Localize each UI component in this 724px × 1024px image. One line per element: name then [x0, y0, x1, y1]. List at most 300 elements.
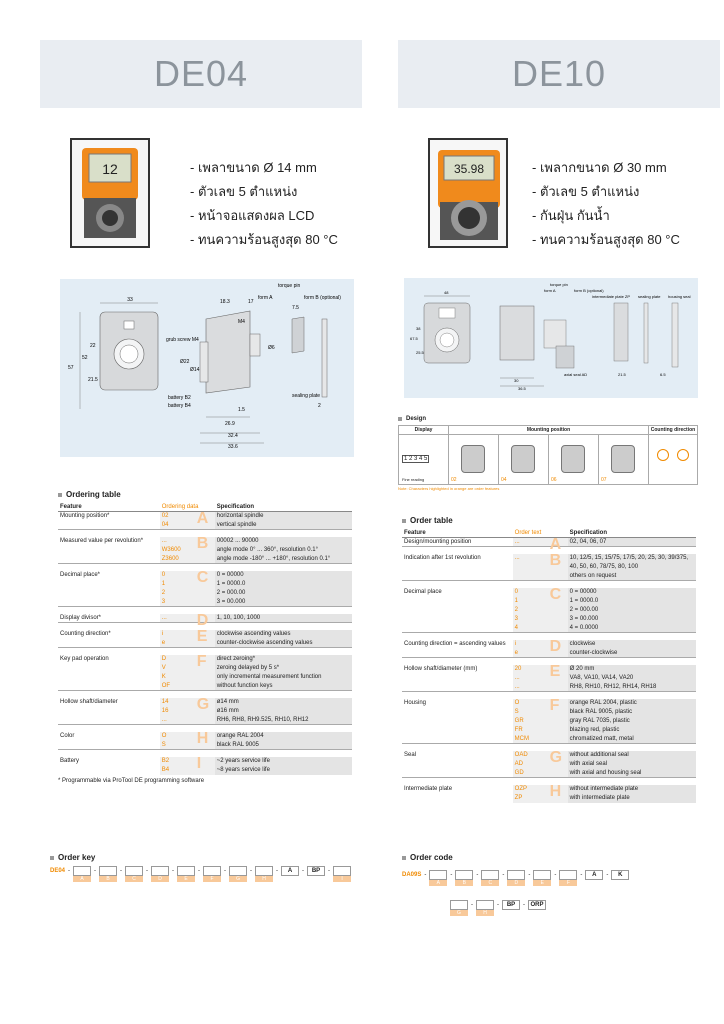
- spec-cell: with intermediate plate: [568, 794, 696, 803]
- section-title-text: Design: [406, 416, 427, 422]
- code-field-letter: D: [151, 876, 169, 882]
- feature-cell: Color: [60, 732, 75, 739]
- ordering-table: [58, 503, 352, 775]
- feature-item: - ตัวเลข 5 ตำแหน่ง: [190, 184, 298, 199]
- bullet-icon: [402, 519, 406, 523]
- group-letter: G: [196, 695, 210, 713]
- feature-cell: Counting direction = ascending values: [404, 640, 506, 647]
- code-field-letter: E: [177, 876, 195, 882]
- feature-cell: [58, 546, 160, 555]
- table-row: [58, 673, 352, 682]
- code-cell: MCM: [513, 735, 568, 744]
- separator-dash: -: [276, 868, 279, 874]
- feature-cell: [402, 597, 513, 606]
- code-cell: ...: [513, 683, 568, 692]
- spec-cell: RH8, RH10, RH12, RH14, RH18: [568, 683, 696, 692]
- bullet-icon: [402, 856, 406, 860]
- code-cell: OAD: [513, 751, 568, 760]
- group-separator: [402, 633, 696, 640]
- code-field: [455, 870, 473, 886]
- section-title: [398, 416, 698, 422]
- group-letter: F: [549, 696, 560, 714]
- feature-cell: [58, 682, 160, 691]
- section-title: [58, 490, 354, 499]
- code-field: [476, 900, 494, 916]
- group-separator: [402, 744, 696, 751]
- feature-cell: Key pad operation: [60, 655, 109, 662]
- drawing-label: grub screw M4: [166, 337, 199, 343]
- spec-cell: orange RAL 2004 H: [215, 732, 352, 741]
- spec-cell: blazing red, plastic: [568, 726, 696, 735]
- spec-cell: 0 = 00000 C: [215, 571, 352, 580]
- mounting-option: [599, 435, 649, 484]
- mounting-code: 04: [501, 477, 507, 483]
- spec-cell: VA8, VA10, VA14, VA20: [568, 674, 696, 683]
- section-title-text: Order table: [410, 516, 453, 525]
- spec-cell: 3 = 00.000: [215, 598, 352, 607]
- order-key-prefix: DE04: [50, 868, 66, 874]
- table-row: [402, 735, 696, 744]
- code-cell: GR: [513, 717, 568, 726]
- code-cell: 0: [160, 571, 215, 580]
- spec-cell: 3 = 00.000: [568, 615, 696, 624]
- spec-cell: zeroing delayed by 5 s*: [215, 664, 352, 673]
- order-section: [402, 516, 698, 803]
- code-cell: FR: [513, 726, 568, 735]
- table-row: [58, 698, 352, 707]
- spec-cell: 1 = 0000.0: [215, 580, 352, 589]
- code-cell: 1: [160, 580, 215, 589]
- table-row: [402, 606, 696, 615]
- spec-cell: horizontal spindle A: [215, 512, 352, 521]
- display-reading: 12: [102, 161, 118, 177]
- feature-cell: [402, 683, 513, 692]
- code-cell: K: [160, 673, 215, 682]
- dim-label: 7.5: [292, 305, 299, 311]
- code-field: [333, 866, 351, 882]
- code-cell: ...: [160, 537, 215, 546]
- spec-cell: counter-clockwise: [568, 649, 696, 658]
- code-field: [99, 866, 117, 882]
- spec-cell: with axial and housing seal: [568, 769, 696, 778]
- code-cell: OZP: [513, 785, 568, 794]
- separator-dash: -: [554, 872, 557, 878]
- feature-cell: Design/mounting position: [404, 539, 472, 545]
- table-row: [58, 630, 352, 639]
- separator-dash: -: [328, 868, 331, 874]
- separator-dash: -: [302, 868, 305, 874]
- code-field: [450, 900, 468, 916]
- feature-cell: [402, 769, 513, 778]
- code-cell: ...: [513, 538, 568, 547]
- separator-dash: -: [68, 868, 71, 874]
- code-field: [125, 866, 143, 882]
- code-field: [151, 866, 169, 882]
- dim-label: 22: [90, 343, 96, 349]
- technical-drawing: [404, 278, 698, 398]
- code-field: [177, 866, 195, 882]
- feature-cell: Hollow shaft/diameter (mm): [404, 665, 478, 672]
- drawing-label: battery B4: [168, 403, 191, 409]
- feature-cell: [402, 572, 513, 581]
- drawing-label: form B (optional): [304, 295, 341, 301]
- group-letter: F: [196, 652, 207, 670]
- code-field: [481, 870, 499, 886]
- order-code-section: [402, 853, 702, 916]
- feature-cell: [58, 707, 160, 716]
- feature-cell: [402, 717, 513, 726]
- code-cell: 1: [513, 597, 568, 606]
- feature-cell: Intermediate plate: [404, 785, 453, 792]
- design-section: [398, 416, 698, 491]
- feature-cell: Measured value per revolution*: [60, 537, 144, 544]
- spec-cell: 1 = 0000.0: [568, 597, 696, 606]
- mounting-option: [449, 435, 499, 484]
- dim-label: Ø22: [180, 359, 190, 365]
- dim-label: 2: [318, 403, 321, 409]
- feature-cell: Mounting position*: [60, 513, 110, 519]
- code-cell: 20: [513, 665, 568, 674]
- table-row: [58, 732, 352, 741]
- display-sample: [399, 435, 449, 484]
- group-letter: A: [196, 510, 209, 527]
- code-field: [229, 866, 247, 882]
- group-letter: E: [196, 627, 208, 645]
- feature-cell: [402, 649, 513, 658]
- spec-cell: ø14 mm G: [215, 698, 352, 707]
- code-cell: ...: [513, 674, 568, 683]
- spec-cell: 02, 04, 06, 07 A: [568, 538, 696, 547]
- code-field-letter: H: [476, 910, 494, 916]
- drawing-label: sealing plate: [638, 294, 661, 299]
- code-cell: 04: [160, 521, 215, 530]
- order-code-row: [450, 900, 702, 916]
- spec-cell: ø16 mm: [215, 707, 352, 716]
- code-field-letter: B: [455, 880, 473, 886]
- mounting-code: 02: [451, 477, 457, 483]
- code-cell: 3: [160, 598, 215, 607]
- code-cell: 2: [513, 606, 568, 615]
- table-row: [58, 598, 352, 607]
- dim-label: 26.9: [225, 421, 235, 427]
- separator-dash: -: [497, 902, 499, 908]
- code-field-letter: G: [229, 876, 247, 882]
- table-row: [402, 751, 696, 760]
- table-row: [402, 683, 696, 692]
- section-title: [50, 853, 360, 862]
- feature-cell: [402, 735, 513, 744]
- table-row: [58, 757, 352, 766]
- code-cell: V: [160, 664, 215, 673]
- spec-cell: others on request: [568, 572, 696, 581]
- col-header: Ordering data: [160, 503, 215, 512]
- feature-cell: [58, 664, 160, 673]
- table-row: [402, 726, 696, 735]
- spec-cell: 40, 50, 60, 78/75, 80, 100: [568, 563, 696, 572]
- separator-dash: -: [224, 868, 227, 874]
- dim-label: 1.5: [238, 407, 245, 413]
- group-letter: D: [196, 611, 209, 629]
- separator-dash: -: [476, 872, 479, 878]
- order-key-section: [50, 853, 360, 882]
- group-separator: [402, 692, 696, 699]
- feature-list: [190, 156, 338, 252]
- drawing-label: sealing plate: [292, 393, 321, 399]
- drawing-label: battery B2: [168, 395, 191, 401]
- feature-cell: Display divisor*: [60, 614, 102, 621]
- table-row: [58, 655, 352, 664]
- spec-cell: direct zeroing* F: [215, 655, 352, 664]
- table-row: [58, 555, 352, 564]
- bullet-icon: [50, 856, 54, 860]
- table-row: [402, 624, 696, 633]
- col-header: Feature: [402, 529, 513, 538]
- col-header: Specification: [215, 503, 352, 512]
- feature-cell: [58, 766, 160, 775]
- drawing-label: torque pin: [278, 283, 301, 289]
- col-header: Feature: [58, 503, 160, 512]
- code-cell: ...: [160, 614, 215, 623]
- product-summary: [398, 138, 718, 268]
- dim-label: 6.5: [660, 372, 666, 377]
- product-header: [40, 40, 362, 108]
- feature-cell: [58, 598, 160, 607]
- code-cell: e: [513, 649, 568, 658]
- footnote: * Programmable via ProTool DE programming software: [58, 777, 205, 784]
- separator-dash: -: [172, 868, 175, 874]
- drawing-label: housing seal: [668, 294, 691, 299]
- code-cell: B2: [160, 757, 215, 766]
- code-fixed: K: [611, 870, 629, 880]
- table-row: [402, 665, 696, 674]
- feature-cell: Housing: [404, 699, 427, 706]
- feature-cell: [402, 726, 513, 735]
- code-field-letter: D: [507, 880, 525, 886]
- group-letter: H: [196, 729, 209, 747]
- mounting-code: 07: [601, 477, 607, 483]
- code-field: [73, 866, 91, 882]
- group-separator: [402, 658, 696, 665]
- code-field-letter: A: [429, 880, 447, 886]
- table-row: [402, 699, 696, 708]
- code-cell: S: [160, 741, 215, 750]
- design-note: Note: Characters highlighted in orange are order features: [398, 486, 500, 491]
- feature-cell: Seal: [404, 751, 417, 758]
- spec-cell: vertical spindle: [215, 521, 352, 530]
- feature-cell: [58, 555, 160, 564]
- spec-cell: 2 = 000.00: [568, 606, 696, 615]
- drawing-label: form B (optional): [574, 288, 604, 293]
- feature-item: - ตัวเลข 5 ตำแหน่ง: [532, 184, 640, 199]
- design-header-cell: Display: [399, 426, 449, 434]
- group-letter: B: [196, 534, 209, 552]
- design-header: [398, 425, 698, 435]
- code-cell: S: [513, 708, 568, 717]
- group-letter: A: [549, 536, 562, 553]
- drawing-label: axial seal AD: [564, 372, 588, 377]
- code-cell: ...: [160, 716, 215, 725]
- spec-cell: only incremental measurement function: [215, 673, 352, 682]
- drawing-label: M4: [238, 319, 245, 325]
- drawing-label: intermediate plate ZP: [592, 294, 631, 299]
- spec-cell: without function keys: [215, 682, 352, 691]
- code-cell: ...: [513, 554, 568, 563]
- spec-cell: chromatized matt, metal: [568, 735, 696, 744]
- code-field-letter: E: [533, 880, 551, 886]
- code-cell: 0: [513, 588, 568, 597]
- code-cell: W3600: [160, 546, 215, 555]
- code-cell: 4: [513, 624, 568, 633]
- feature-cell: Counting direction*: [60, 630, 111, 637]
- order-code-prefix: DA09S: [402, 872, 422, 878]
- spec-cell: angle mode 0° ... 360°, resolution 0.1°: [215, 546, 352, 555]
- code-cell: O: [160, 732, 215, 741]
- code-cell: ZP: [513, 794, 568, 803]
- product-summary: [40, 138, 360, 268]
- feature-cell: [402, 674, 513, 683]
- dim-label: 21.5: [88, 377, 98, 383]
- col-header: Order text: [513, 529, 568, 538]
- product-title: DE04: [153, 53, 249, 94]
- code-cell: i: [160, 630, 215, 639]
- spec-cell: orange RAL 2004, plastic F: [568, 699, 696, 708]
- code-cell: GD: [513, 769, 568, 778]
- feature-cell: [402, 563, 513, 572]
- drawing-label: form A: [544, 288, 556, 293]
- dim-label: 18.3: [220, 299, 230, 305]
- dim-label: Ø6: [268, 345, 275, 351]
- dim-label: 33: [127, 297, 133, 303]
- bullet-icon: [58, 493, 62, 497]
- separator-dash: -: [471, 902, 473, 908]
- feature-item: - เพลากขนาด Ø 30 mm: [532, 160, 667, 175]
- dim-label: 33.6: [228, 444, 238, 450]
- product-photo: [428, 138, 508, 248]
- section-title: [402, 516, 698, 525]
- code-field: [203, 866, 221, 882]
- code-field: [507, 870, 525, 886]
- spec-cell: clockwise D: [568, 640, 696, 649]
- feature-cell: [402, 708, 513, 717]
- bullet-icon: [398, 417, 402, 421]
- spec-cell: 0 = 00000 C: [568, 588, 696, 597]
- spec-cell: with axial seal: [568, 760, 696, 769]
- ordering-section: [58, 490, 354, 784]
- feature-item: - ทนความร้อนสูงสุด 80 °C: [190, 232, 338, 247]
- table-row: [58, 766, 352, 775]
- spec-cell: RH6, RH8, RH9.525, RH10, RH12: [215, 716, 352, 725]
- table-row: [402, 615, 696, 624]
- code-field-letter: B: [99, 876, 117, 882]
- feature-cell: [58, 589, 160, 598]
- table-row: [58, 537, 352, 546]
- feature-list: [532, 156, 680, 252]
- code-fixed: ORP: [528, 900, 546, 910]
- group-letter: I: [196, 754, 202, 772]
- group-letter: H: [549, 782, 562, 800]
- display-reading: 35.98: [453, 162, 485, 176]
- table-row: [402, 554, 696, 563]
- separator-dash: -: [94, 868, 97, 874]
- column-de10: [398, 40, 718, 268]
- design-header-cell: Counting direction: [650, 427, 696, 433]
- code-field: [429, 870, 447, 886]
- code-cell: D: [160, 655, 215, 664]
- table-row: [402, 640, 696, 649]
- group-letter: E: [549, 662, 561, 680]
- counting-direction-sample: [649, 435, 697, 484]
- table-row: [402, 588, 696, 597]
- dim-label: 67.5: [410, 336, 418, 341]
- group-letter: C: [549, 585, 562, 603]
- code-field: [255, 866, 273, 882]
- separator-dash: -: [120, 868, 123, 874]
- group-separator: [402, 581, 696, 588]
- spec-cell: clockwise ascending values E: [215, 630, 352, 639]
- drawing-label: form A: [258, 295, 273, 301]
- code-cell: i: [513, 640, 568, 649]
- spec-cell: gray RAL 7035, plastic: [568, 717, 696, 726]
- feature-cell: [58, 741, 160, 750]
- order-table: [402, 529, 696, 803]
- separator-dash: -: [523, 902, 525, 908]
- feature-cell: [402, 794, 513, 803]
- dim-label: 17: [248, 299, 254, 305]
- code-fixed: BP: [502, 900, 520, 910]
- feature-cell: Decimal place: [404, 588, 442, 595]
- spec-cell: black RAL 9005: [215, 741, 352, 750]
- spec-cell: black RAL 9005, plastic: [568, 708, 696, 717]
- table-row: [58, 716, 352, 725]
- spec-cell: angle mode -180° ... +180°, resolution 0.1°: [215, 555, 352, 564]
- dim-label: 38: [416, 326, 421, 331]
- group-separator: [58, 750, 352, 757]
- dim-label: Ø14: [190, 367, 200, 373]
- code-cell: 3: [513, 615, 568, 624]
- dim-label: 57: [68, 365, 74, 371]
- feature-cell: [58, 580, 160, 589]
- table-row: [58, 682, 352, 691]
- code-field-letter: A: [73, 876, 91, 882]
- feature-cell: [58, 639, 160, 648]
- column-de04: [40, 40, 360, 268]
- separator-dash: -: [450, 872, 453, 878]
- code-field-letter: F: [559, 880, 577, 886]
- code-field-letter: C: [125, 876, 143, 882]
- dim-label: 48: [444, 290, 449, 295]
- spec-cell: without intermediate plate H: [568, 785, 696, 794]
- feature-cell: Battery: [60, 757, 80, 764]
- spec-cell: 2 = 000.00: [215, 589, 352, 598]
- spec-cell: counter-clockwise ascending values: [215, 639, 352, 648]
- code-cell: OF: [160, 682, 215, 691]
- code-field-letter: C: [481, 880, 499, 886]
- feature-cell: [58, 716, 160, 725]
- code-field: [533, 870, 551, 886]
- feature-item: - เพลาขนาด Ø 14 mm: [190, 160, 317, 175]
- feature-item: - ทนความร้อนสูงสุด 80 °C: [532, 232, 680, 247]
- spec-cell: without additional seal G: [568, 751, 696, 760]
- dim-label: 36.5: [518, 386, 526, 391]
- group-letter: B: [549, 551, 562, 569]
- spec-cell: 00002 ... 90000 B: [215, 537, 352, 546]
- dim-label: 25.5: [416, 350, 424, 355]
- feature-cell: Decimal place*: [60, 571, 101, 578]
- separator-dash: -: [528, 872, 531, 878]
- code-cell: 16: [160, 707, 215, 716]
- feature-cell: [402, 624, 513, 633]
- separator-dash: -: [580, 872, 583, 878]
